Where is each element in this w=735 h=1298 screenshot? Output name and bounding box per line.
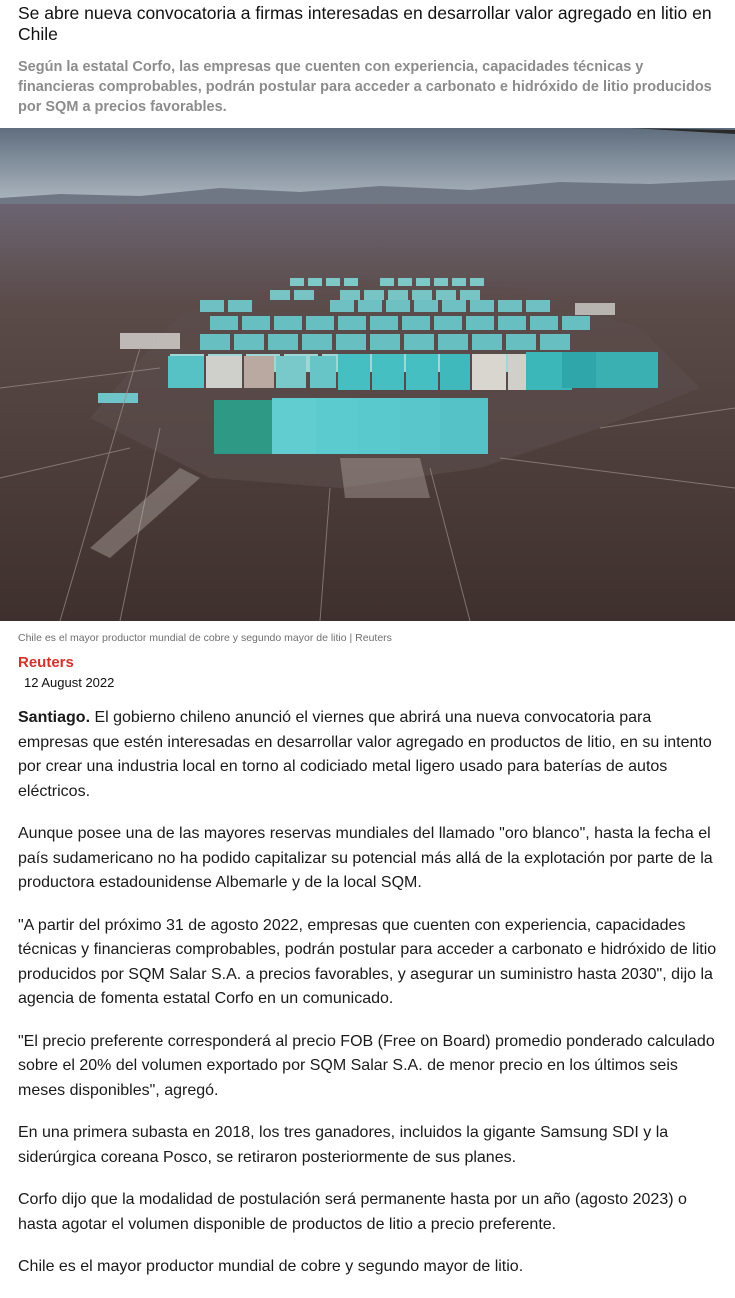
salt-patch [120,333,180,349]
publish-date: 12 August 2022 [24,675,115,690]
pond-row-near [214,398,488,454]
paragraph: En una primera subasta en 2018, los tres ganadores, incluidos la gigante Samsung SDI y la siderúrgica coreana Posco, se retiraron posteriormente de sus planes. [18,1124,669,1166]
pond-row-far [290,278,484,286]
paragraph [18,706,723,804]
paragraph-text: El gobierno chileno anunció el viernes que abrirá una nueva convocatoria para empresas que estén interesadas en desarrollar valor agregado en productos de litio, en su intento por crear una industria local en torno al codiciado metal ligero usado para baterías de autos eléctricos. [18,709,712,800]
paragraph: "El precio preferente corresponderá al precio FOB (Free on Board) promedio ponderado calculado sobre el 20% del volumen exportado por SQM Salar S.A. de menor precio en los últimos seis meses disponibles", agregó. [18,1032,715,1099]
article-header [0,0,735,117]
article-photo [0,128,735,621]
image-caption: Chile es el mayor productor mundial de cobre y segundo mayor de litio | Reuters [18,632,392,644]
source-link[interactable]: Reuters [18,654,74,671]
paragraph: Aunque posee una de las mayores reservas mundiales del llamado "oro blanco", hasta la fecha el país sudamericano no ha podido capitalizar su potencial más allá de la explotación por parte de la productora estadounidense Albemarle y de la local SQM. [18,825,713,891]
pond-row-large [168,352,658,390]
dateline: Santiago. [18,709,91,726]
article-body [18,706,723,1298]
salt-patch [575,303,615,315]
salt-stripe [340,458,430,498]
article-subtitle: Según la estatal Corfo, las empresas que cuenten con experiencia, capacidades técnicas y financieras comprobables, podrán postular para acceder a carbonato e hidróxido de litio producidos por SQM a precios favorables. [18,59,712,115]
paragraph: Chile es el mayor productor mundial de cobre y segundo mayor de litio. [18,1258,524,1275]
pond-row-2 [270,290,480,300]
paragraph: Corfo dijo que la modalidad de postulación será permanente hasta por un año (agosto 2023) o hasta agotar el volumen disponible de productos de litio a precio preferente. [18,1191,687,1233]
article-title: Se abre nueva convocatoria a firmas interesadas en desarrollar valor agregado en litio en Chile [18,3,712,44]
paragraph: "A partir del próximo 31 de agosto 2022, empresas que cuenten con experiencia, capacidades técnicas y financieras comprobables, podrán postular para acceder a carbonato e hidróxido de litio producidos por SQM Salar S.A. a precios favorables, y asegurar un suministro hasta 2030", dijo la agencia de fomenta estatal Corfo en un comunicado. [18,916,717,1007]
small-pond [98,393,138,403]
